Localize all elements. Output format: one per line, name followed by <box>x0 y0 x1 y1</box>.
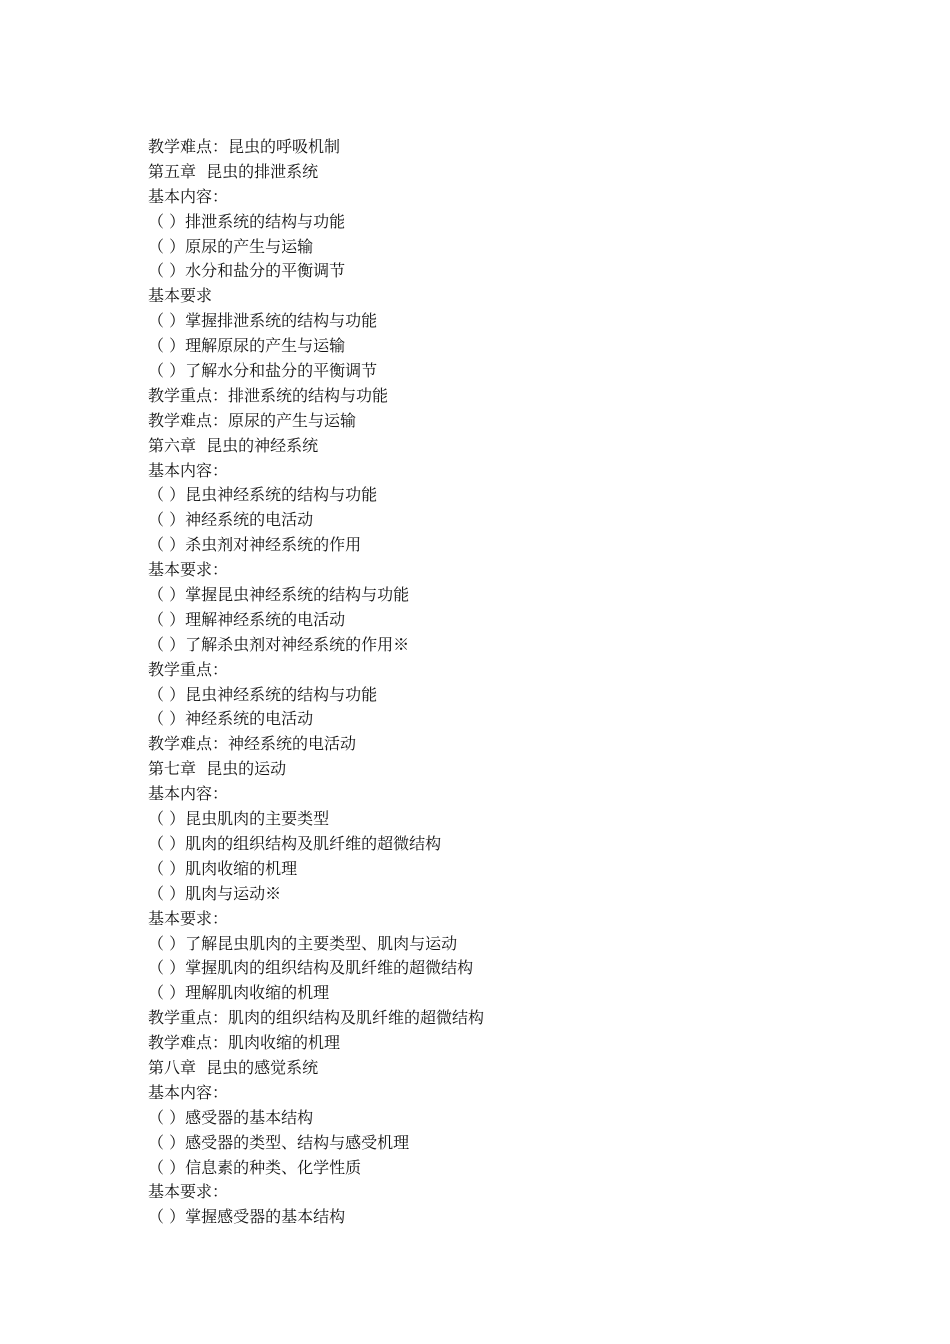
list-item: （ ）感受器的基本结构 <box>148 1107 314 1127</box>
chapter-heading: 第八章 昆虫的感觉系统 <box>148 1057 319 1077</box>
section-label: 基本内容： <box>148 186 229 206</box>
list-item: （ ）水分和盐分的平衡调节 <box>148 261 346 281</box>
section-label: 教学重点： <box>148 659 229 679</box>
list-item: （ ）了解杀虫剂对神经系统的作用※ <box>148 634 410 654</box>
text-line: 教学难点：神经系统的电活动 <box>148 734 357 754</box>
text-line: 教学重点：肌肉的组织结构及肌纤维的超微结构 <box>148 1008 485 1028</box>
list-item: （ ）信息素的种类、化学性质 <box>148 1157 362 1177</box>
text-line: 教学重点：排泄系统的结构与功能 <box>148 385 389 405</box>
chapter-heading: 第七章 昆虫的运动 <box>148 759 287 779</box>
section-label: 基本要求： <box>148 908 229 928</box>
chapter-heading: 第五章 昆虫的排泄系统 <box>148 161 319 181</box>
list-item: （ ）神经系统的电活动 <box>148 709 314 729</box>
list-item: （ ）理解原尿的产生与运输 <box>148 336 346 356</box>
list-item: （ ）了解水分和盐分的平衡调节 <box>148 361 378 381</box>
list-item: （ ）肌肉与运动※ <box>148 883 282 903</box>
list-item: （ ）昆虫神经系统的结构与功能 <box>148 684 378 704</box>
list-item: （ ）昆虫肌肉的主要类型 <box>148 809 330 829</box>
section-label: 基本内容： <box>148 1082 229 1102</box>
list-item: （ ）肌肉的组织结构及肌纤维的超微结构 <box>148 833 442 853</box>
chapter-heading: 第六章 昆虫的神经系统 <box>148 435 319 455</box>
list-item: （ ）掌握肌肉的组织结构及肌纤维的超微结构 <box>148 958 474 978</box>
section-label: 基本内容： <box>148 784 229 804</box>
section-label: 基本要求 <box>148 286 213 306</box>
list-item: （ ）理解神经系统的电活动 <box>148 609 346 629</box>
list-item: （ ）掌握感受器的基本结构 <box>148 1207 346 1227</box>
list-item: （ ）掌握排泄系统的结构与功能 <box>148 311 378 331</box>
list-item: （ ）了解昆虫肌肉的主要类型、肌肉与运动 <box>148 933 458 953</box>
document-body <box>148 135 848 1230</box>
list-item: （ ）昆虫神经系统的结构与功能 <box>148 485 378 505</box>
list-item: （ ）杀虫剂对神经系统的作用 <box>148 535 362 555</box>
text-line: 教学难点：原尿的产生与运输 <box>148 410 357 430</box>
text-line: 教学难点：肌肉收缩的机理 <box>148 1033 341 1053</box>
list-item: （ ）神经系统的电活动 <box>148 510 314 530</box>
list-item: （ ）排泄系统的结构与功能 <box>148 211 346 231</box>
list-item: （ ）原尿的产生与运输 <box>148 236 314 256</box>
text-line: 教学难点：昆虫的呼吸机制 <box>148 137 341 156</box>
section-label: 基本内容： <box>148 460 229 480</box>
section-label: 基本要求： <box>148 560 229 580</box>
list-item: （ ）感受器的类型、结构与感受机理 <box>148 1132 410 1152</box>
list-item: （ ）理解肌肉收缩的机理 <box>148 983 330 1003</box>
list-item: （ ）肌肉收缩的机理 <box>148 858 298 878</box>
section-label: 基本要求： <box>148 1182 229 1202</box>
list-item: （ ）掌握昆虫神经系统的结构与功能 <box>148 585 410 605</box>
